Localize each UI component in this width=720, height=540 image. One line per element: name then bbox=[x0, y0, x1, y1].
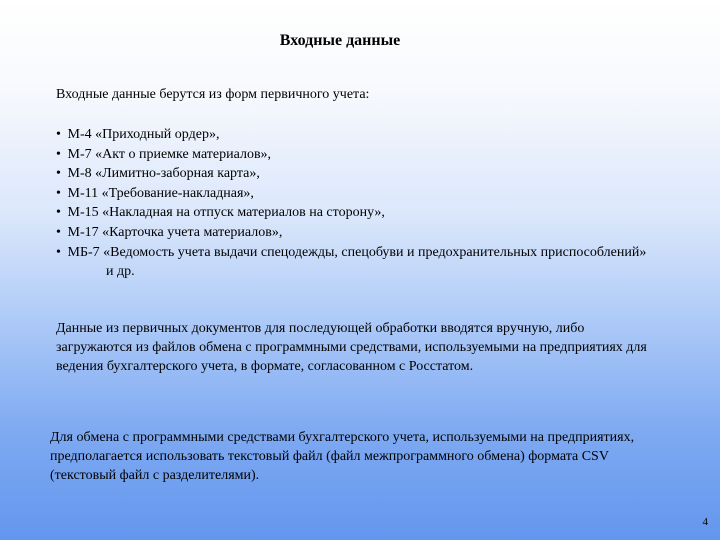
bullet-icon: • bbox=[56, 185, 61, 201]
bullet-icon: • bbox=[56, 205, 61, 221]
list-item-text: М-4 «Приходный ордер», bbox=[67, 127, 220, 142]
csv-exchange-paragraph: Для обмена с программными средствами бухгалтерского учета, используемыми на предприятиях, предполагается использовать текстовый файл (файл межпрограммного обмена) формата CSV (текстовый файл с разделителями). bbox=[50, 430, 635, 483]
forms-list bbox=[56, 125, 656, 282]
list-item-text: М-7 «Акт о приемке материалов», bbox=[67, 146, 272, 162]
intro-text: Входные данные берутся из форм первичного учета: bbox=[56, 87, 370, 102]
bullet-icon: • bbox=[56, 146, 61, 162]
list-item-text: МБ-7 «Ведомость учета выдачи спецодежды, спецобуви и предохранительных приспособлений» и др. bbox=[67, 244, 647, 280]
bullet-icon: • bbox=[56, 224, 61, 240]
bullet-icon: • bbox=[56, 166, 61, 182]
slide-title: Входные данные bbox=[279, 32, 401, 49]
list-item bbox=[56, 243, 656, 282]
list-item bbox=[56, 203, 656, 223]
list-item-text: М-17 «Карточка учета материалов», bbox=[67, 224, 283, 240]
list-item bbox=[56, 223, 656, 243]
bullet-icon: • bbox=[56, 127, 61, 142]
list-item-text: М-11 «Требование-накладная», bbox=[67, 185, 254, 201]
page-number: 4 bbox=[702, 516, 708, 528]
list-item bbox=[56, 184, 656, 204]
manual-input-paragraph: Данные из первичных документов для последующей обработки вводятся вручную, либо загружаются из файлов обмена с программными средствами, используемыми на предприятиях для ведения бухгалтерского учета, в формате, согласованном с Росстатом. bbox=[56, 321, 647, 374]
list-item-text: М-15 «Накладная на отпуск материалов на сторону», bbox=[67, 205, 385, 221]
list-item bbox=[56, 145, 656, 165]
list-item bbox=[56, 125, 656, 145]
bullet-icon: • bbox=[56, 244, 61, 260]
list-item bbox=[56, 164, 656, 184]
list-item-text: М-8 «Лимитно-заборная карта», bbox=[67, 166, 260, 182]
